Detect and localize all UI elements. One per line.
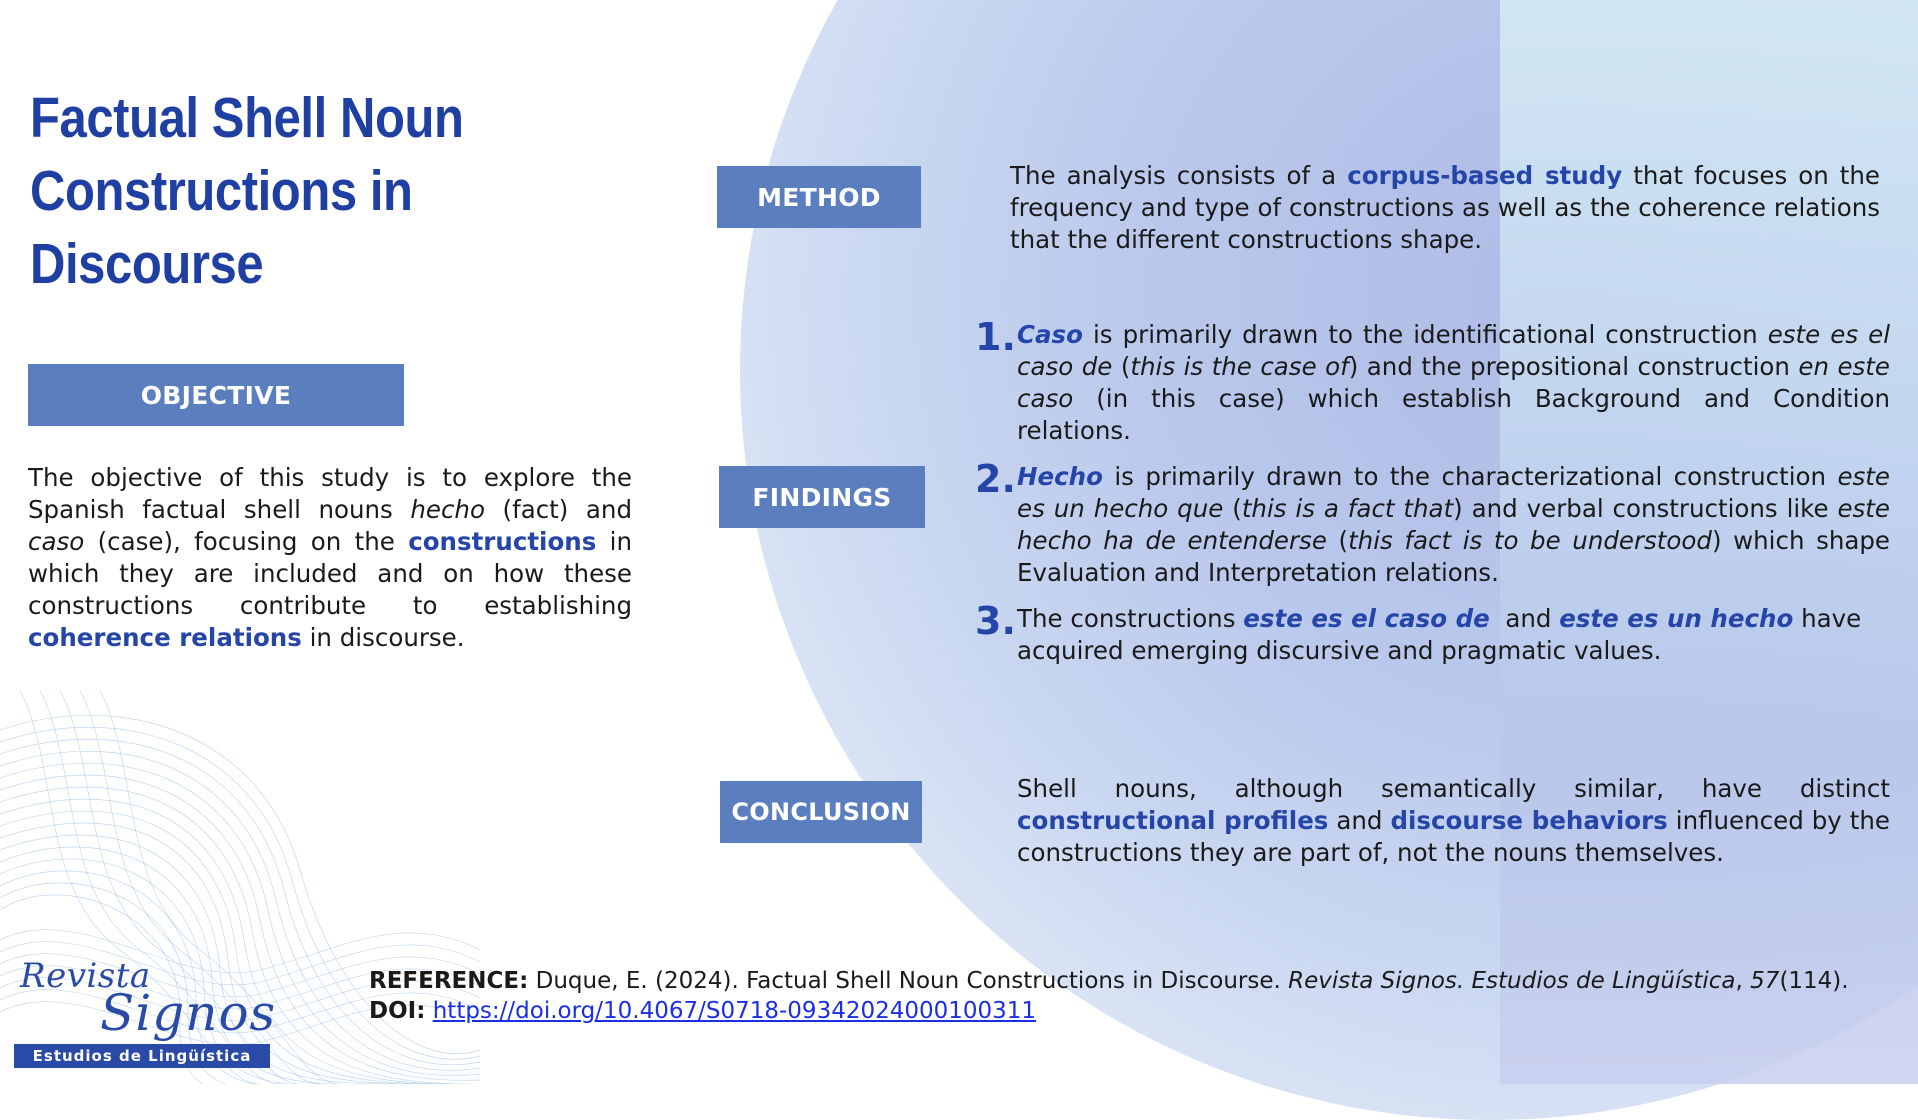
text-run: is primarily drawn to the identificational construction xyxy=(1082,320,1768,349)
text-run: that focuses on the frequency and type of constructions as well as the coherence relations that the different constructions shape. xyxy=(1010,161,1881,254)
highlight-term: coherence relations xyxy=(28,623,302,652)
text-run: ) which shape Evaluation and Interpretation relations. xyxy=(1017,526,1891,587)
highlight-term: discourse behaviors xyxy=(1390,806,1668,835)
conclusion-label: CONCLUSION xyxy=(720,781,922,843)
italic-term: hecho xyxy=(410,495,485,524)
text-run: The objective of this study is to explore the Spanish factual shell nouns xyxy=(28,463,632,524)
italic-term: this is the case of xyxy=(1130,352,1349,381)
reference-label: REFERENCE: xyxy=(369,968,529,994)
title-line: Discourse xyxy=(30,232,264,296)
highlight-term: corpus-based study xyxy=(1347,161,1623,190)
italic-term: caso xyxy=(28,527,85,556)
method-text xyxy=(1010,160,1880,256)
finding-number: 2. xyxy=(975,457,1016,501)
italic-term: este hecho ha de entenderse xyxy=(1017,494,1890,555)
italic-term: Revista Signos. Estudios de Lingüística xyxy=(1288,968,1736,994)
italic-term: this fact is to be understood xyxy=(1348,526,1712,555)
finding-number: 1. xyxy=(975,315,1016,359)
text-run: (114). xyxy=(1779,968,1849,994)
italic-term: este es un hecho que xyxy=(1017,462,1890,523)
reference-block xyxy=(369,966,1899,1026)
highlight-term: Hecho xyxy=(1017,462,1103,491)
logo-word-signos: Signos xyxy=(100,984,277,1042)
text-run: (in this case) which establish Background and Condition relations. xyxy=(1017,384,1890,445)
highlight-term: constructions xyxy=(408,527,597,556)
finding-text xyxy=(1017,461,1890,589)
doi-label: DOI: xyxy=(369,998,426,1024)
finding-text xyxy=(1017,603,1890,667)
highlight-term: este es un hecho xyxy=(1559,604,1794,633)
logo-subtitle: Estudios de Lingüística xyxy=(14,1044,270,1068)
finding-number: 3. xyxy=(975,599,1016,643)
page-title xyxy=(30,82,477,301)
text-run: influenced by the constructions they are part of, not the nouns themselves. xyxy=(1017,806,1890,867)
italic-term: en este caso xyxy=(1017,352,1890,413)
finding-text xyxy=(1017,319,1890,447)
text-run: ) and verbal constructions like xyxy=(1453,494,1838,523)
text-run: , xyxy=(1735,968,1751,994)
reference-line xyxy=(369,966,1899,996)
text-run: ( xyxy=(1326,526,1349,555)
text-run: (fact) and xyxy=(484,495,632,524)
doi-link[interactable]: https://doi.org/10.4067/S0718-09342024000100311 xyxy=(432,998,1037,1024)
logo-word-revista: Revista xyxy=(20,956,151,996)
text-run: (case), focusing on the xyxy=(84,527,409,556)
text-run: Shell nouns, although semantically similar, have distinct xyxy=(1017,774,1890,803)
italic-term: 57 xyxy=(1750,968,1780,994)
italic-term: this is a fact that xyxy=(1241,494,1454,523)
text-run: and xyxy=(1328,806,1391,835)
findings-label: FINDINGS xyxy=(719,466,925,528)
objective-text xyxy=(28,462,632,654)
title-line: Constructions in xyxy=(30,159,413,223)
title-line: Factual Shell Noun xyxy=(30,86,464,150)
objective-label: OBJECTIVE xyxy=(28,364,404,426)
text-run: The analysis consists of a xyxy=(1010,161,1348,190)
text-run: ( xyxy=(1112,352,1131,381)
doi-line xyxy=(369,996,1899,1026)
text-run: is primarily drawn to the characterizational construction xyxy=(1102,462,1838,491)
text-run: and xyxy=(1489,604,1560,633)
text-run: ) and the prepositional construction xyxy=(1348,352,1799,381)
text-run: ( xyxy=(1223,494,1242,523)
text-run: Duque, E. (2024). Factual Shell Noun Constructions in Discourse. xyxy=(528,968,1289,994)
text-run: have acquired emerging discursive and pragmatic values. xyxy=(1017,604,1862,665)
revista-signos-logo xyxy=(14,952,276,1070)
text-run: in discourse. xyxy=(301,623,465,652)
italic-term: este es el caso de xyxy=(1017,320,1891,381)
text-run: in which they are included and on how these constructions contribute to establishing xyxy=(28,527,632,620)
conclusion-text xyxy=(1017,773,1890,869)
highlight-term: este es el caso de xyxy=(1243,604,1490,633)
text-run: The constructions xyxy=(1017,604,1244,633)
highlight-term: constructional profiles xyxy=(1017,806,1329,835)
highlight-term: Caso xyxy=(1017,320,1083,349)
method-label: METHOD xyxy=(717,166,921,228)
